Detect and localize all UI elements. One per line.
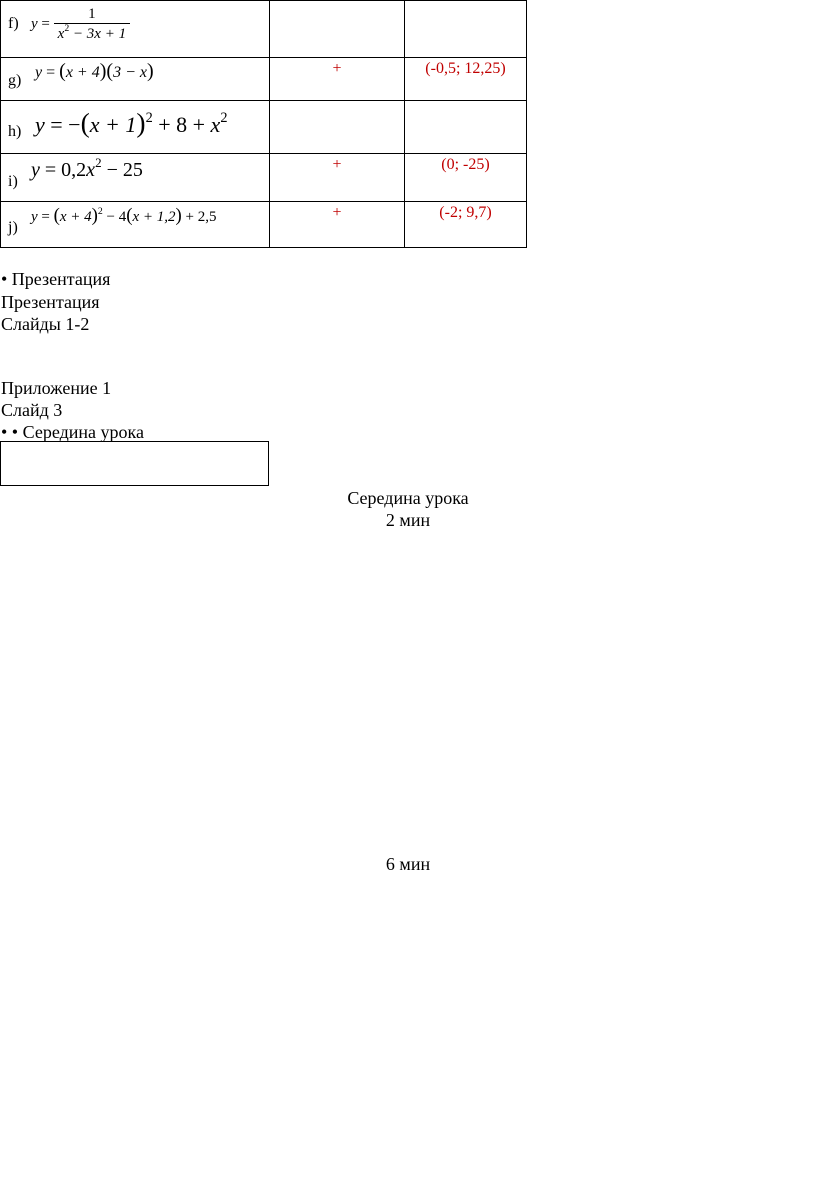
formula-exp: 2 xyxy=(220,110,228,126)
note-slides: Слайды 1-2 xyxy=(1,314,90,334)
fraction-denominator xyxy=(54,24,130,44)
note-slide-3: Слайд 3 xyxy=(1,400,63,420)
formula-part: ) xyxy=(175,205,182,226)
table-row xyxy=(1,1,527,58)
formula-part: y xyxy=(35,64,43,81)
den-var: x xyxy=(57,26,65,42)
time-6-min: 6 мин xyxy=(385,854,431,874)
formula-part: x xyxy=(210,112,221,137)
formula-part: 3 − x xyxy=(113,64,147,81)
formula-cell xyxy=(1,1,270,58)
row-label: f) xyxy=(8,15,19,32)
answer: (-0,5; 12,25) xyxy=(425,60,506,77)
formula-part: x + 1,2 xyxy=(132,209,176,225)
mark-cell xyxy=(270,202,405,248)
formula-cell xyxy=(1,58,270,101)
formula-part: + 2,5 xyxy=(181,209,217,225)
mark-cell xyxy=(270,58,405,101)
formula-cell xyxy=(1,101,270,154)
note-bullet-presentation: • Презентация xyxy=(1,269,111,289)
formula-cell xyxy=(1,154,270,202)
formula-part: ) xyxy=(146,60,154,82)
table-row xyxy=(1,58,527,101)
formula-g xyxy=(35,60,154,83)
table-row xyxy=(1,202,527,248)
note-presentation: Презентация xyxy=(1,292,100,312)
formula-part: − 4 xyxy=(102,209,127,225)
note-bullet-middle: • • Середина урока xyxy=(1,422,144,442)
formula-part: x xyxy=(86,159,96,181)
formula-part: ( xyxy=(106,60,114,82)
formula-part: = xyxy=(37,209,54,225)
formula-exp: 2 xyxy=(145,110,153,126)
fraction xyxy=(54,5,130,44)
formula-part: y xyxy=(31,159,40,181)
formula-eq: = xyxy=(41,15,50,32)
table-row xyxy=(1,101,527,154)
answer-cell xyxy=(405,202,527,248)
formula-part: + 8 + xyxy=(152,112,211,137)
formula-part: = xyxy=(42,64,60,81)
formula-part: − 25 xyxy=(101,159,143,181)
formula-cell xyxy=(1,202,270,248)
formula-exp: 2 xyxy=(97,206,103,218)
formula-h xyxy=(35,107,227,139)
mark: + xyxy=(332,60,342,77)
empty-box xyxy=(0,441,269,486)
den-rest: − 3x + 1 xyxy=(69,26,127,42)
formula-part: ( xyxy=(80,107,90,138)
time-2-min: 2 мин xyxy=(385,510,431,530)
formula-i xyxy=(31,154,143,182)
formula-f xyxy=(31,5,130,44)
formula-part: y xyxy=(35,112,45,137)
formula-part: x + 1 xyxy=(89,112,137,137)
answer: (0; -25) xyxy=(441,156,490,173)
formula-part: ( xyxy=(59,60,66,82)
formula-part: ) xyxy=(136,107,146,138)
fraction-numerator: 1 xyxy=(54,5,130,24)
row-label: j) xyxy=(8,219,18,236)
formula-exp: 2 xyxy=(95,154,102,170)
row-label: i) xyxy=(8,173,18,190)
row-label: g) xyxy=(8,72,22,89)
stage-heading: Середина урока xyxy=(347,488,469,508)
mark-cell xyxy=(270,101,405,154)
answer-cell xyxy=(405,154,527,202)
formula-part: ) xyxy=(91,205,98,226)
mark-cell xyxy=(270,1,405,58)
formula-j xyxy=(31,205,217,227)
formula-part: = 0,2 xyxy=(39,159,87,181)
answer-cell xyxy=(405,58,527,101)
formula-var: y xyxy=(31,15,38,32)
formula-part: x + 4 xyxy=(65,64,100,81)
formula-part: ( xyxy=(126,205,133,226)
mark: + xyxy=(332,156,342,173)
functions-table xyxy=(0,0,527,248)
note-appendix: Приложение 1 xyxy=(1,378,112,398)
answer-cell xyxy=(405,1,527,58)
row-label: h) xyxy=(8,123,22,140)
mark-cell xyxy=(270,154,405,202)
answer: (-2; 9,7) xyxy=(439,204,492,221)
formula-part: ) xyxy=(99,60,107,82)
formula-part: ( xyxy=(53,205,60,226)
formula-part: y xyxy=(31,209,38,225)
formula-part: = − xyxy=(44,112,81,137)
answer-cell xyxy=(405,101,527,154)
formula-part: x + 4 xyxy=(59,209,92,225)
mark: + xyxy=(332,204,342,221)
table-row xyxy=(1,154,527,202)
den-exp: 2 xyxy=(64,23,70,35)
